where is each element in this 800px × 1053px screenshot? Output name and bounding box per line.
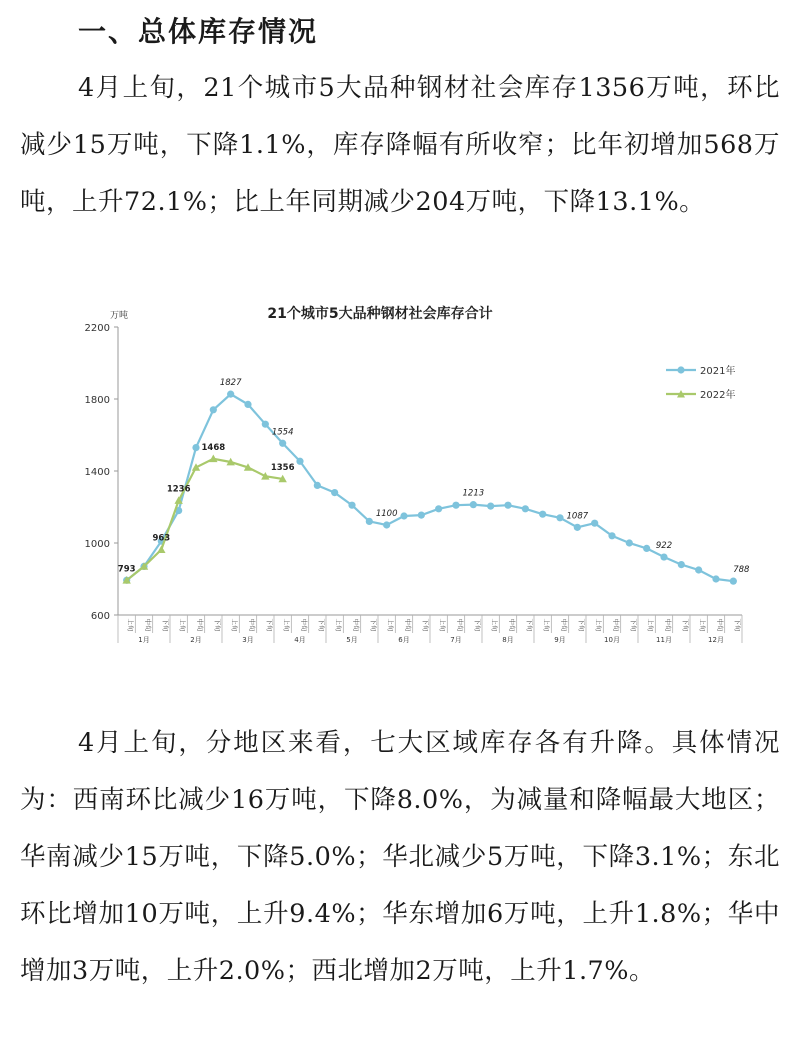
data-point [591,520,598,527]
series-line-0 [127,394,734,581]
x-month-label: 1月 [138,636,150,644]
x-period-label: 上旬 [386,618,395,632]
x-month-label: 5月 [346,636,358,644]
y-tick-label: 2200 [84,323,110,334]
x-month-label: 3月 [242,636,254,644]
data-label: 1827 [219,378,242,389]
y-tick-label: 1800 [84,395,110,406]
x-period-label: 下旬 [213,618,222,632]
x-period-label: 中旬 [404,618,412,632]
x-period-label: 上旬 [490,618,499,632]
x-period-label: 上旬 [230,618,239,632]
data-point [210,406,217,413]
data-point [348,502,355,509]
x-period-label: 中旬 [508,618,516,632]
x-period-label: 下旬 [369,618,378,632]
legend-label: 2021年 [700,366,736,377]
x-period-label: 中旬 [300,618,308,632]
x-period-label: 中旬 [456,618,464,632]
x-period-label: 上旬 [334,618,343,632]
x-period-label: 下旬 [681,618,690,632]
data-point [730,578,737,585]
data-label: 1468 [201,442,226,453]
data-point [279,440,286,447]
x-period-label: 中旬 [248,618,256,632]
x-period-label: 下旬 [317,618,326,632]
data-point [383,521,390,528]
data-label: 1213 [462,488,485,499]
data-label: 1554 [271,427,294,438]
x-period-label: 上旬 [282,618,291,632]
series-line-1 [127,459,283,581]
x-period-label: 中旬 [560,618,568,632]
data-point [400,512,407,519]
data-label: 788 [733,565,750,576]
x-period-label: 上旬 [126,618,135,632]
paragraph-inventory-summary: 4月上旬，21个城市5大品种钢材社会库存1356万吨，环比减少15万吨，下降1.1%，库存降幅有所收窄；比年初增加568万吨，上升72.1%；比上年同期减少204万吨，下降13.1%。 [20,73,780,217]
data-point [435,505,442,512]
data-point [418,512,425,519]
data-point [695,566,702,573]
data-point [712,575,719,582]
legend-marker [677,366,684,373]
x-month-label: 8月 [502,636,514,644]
data-point [539,511,546,518]
x-period-label: 下旬 [733,618,742,632]
x-month-label: 11月 [656,636,672,644]
x-period-label: 中旬 [196,618,204,632]
data-point [366,518,373,525]
data-point [626,539,633,546]
x-month-label: 7月 [450,636,462,644]
data-point [504,502,511,509]
x-period-label: 下旬 [525,618,534,632]
y-axis-unit-label: 万吨 [110,311,129,321]
data-label: 1236 [166,484,191,495]
data-label: 963 [152,533,171,544]
data-point [452,502,459,509]
x-period-label: 下旬 [265,618,274,632]
x-period-label: 中旬 [144,618,152,632]
y-tick-label: 1000 [84,539,110,550]
x-period-label: 下旬 [629,618,638,632]
x-period-label: 中旬 [716,618,724,632]
data-point [574,524,581,531]
x-month-label: 6月 [398,636,410,644]
x-month-label: 4月 [294,636,306,644]
chart-title: 21个城市5大品种钢材社会库存合计 [267,306,493,322]
data-point [470,501,477,508]
data-point [678,561,685,568]
x-period-label: 中旬 [664,618,672,632]
data-point [314,482,321,489]
legend-label: 2022年 [700,390,736,401]
data-label: 793 [117,564,136,575]
data-label: 1100 [375,509,398,519]
data-point [522,505,529,512]
data-point [192,444,199,451]
x-period-label: 下旬 [577,618,586,632]
x-period-label: 下旬 [473,618,482,632]
x-month-label: 10月 [604,636,620,644]
data-point [296,458,303,465]
data-point [227,391,234,398]
data-point [262,421,269,428]
data-point [556,514,563,521]
paragraph-regional-detail: 4月上旬，分地区来看，七大区域库存各有升降。具体情况为：西南环比减少16万吨，下降8.0%，为减量和降幅最大地区；华南减少15万吨，下降5.0%；华北减少5万吨，下降3.1%；东北环比增加10万吨，上升9.4%；华东增加6万吨，上升1.8%；华中增加3万吨，上升2.0%；西北增加2万吨，上升1.7%。 [20,728,780,986]
y-tick-label: 1400 [84,467,110,478]
y-tick-label: 600 [90,611,110,622]
x-period-label: 上旬 [646,618,655,632]
x-month-label: 9月 [554,636,566,644]
data-label: 922 [655,541,673,552]
x-period-label: 上旬 [178,618,187,632]
x-period-label: 上旬 [438,618,447,632]
data-point [608,532,615,539]
data-point [244,401,251,408]
x-period-label: 下旬 [161,618,170,632]
x-month-label: 2月 [190,636,202,644]
data-point [331,489,338,496]
x-period-label: 上旬 [594,618,603,632]
x-period-label: 中旬 [612,618,620,632]
x-month-label: 12月 [708,636,724,644]
data-point [660,553,667,560]
x-period-label: 中旬 [352,618,360,632]
data-point [487,503,494,510]
x-period-label: 上旬 [698,618,707,632]
data-label: 1087 [566,511,589,522]
x-period-label: 下旬 [421,618,430,632]
section-heading: 一、总体库存情况 [78,15,319,48]
inventory-line-chart [70,295,750,655]
x-period-label: 上旬 [542,618,551,632]
data-label: 1356 [270,462,295,473]
data-point [643,545,650,552]
